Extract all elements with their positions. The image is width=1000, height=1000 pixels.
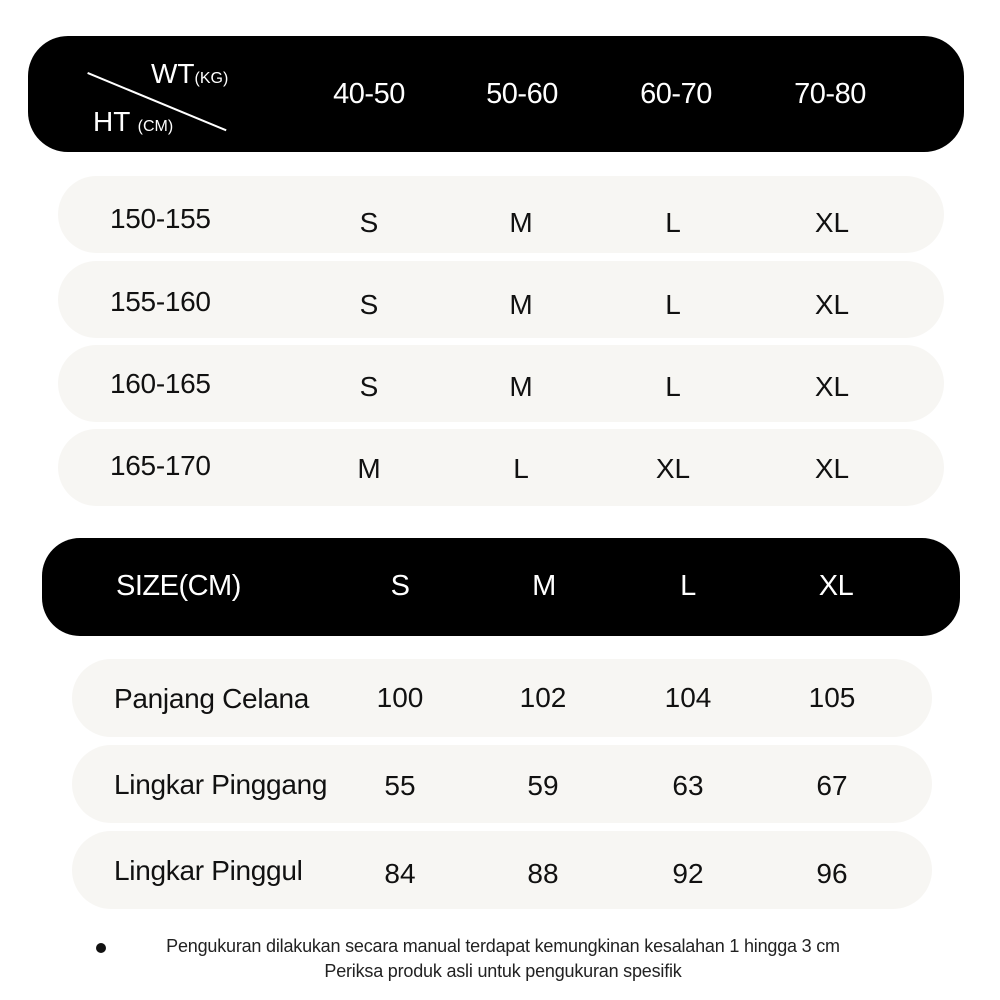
measurement-label: Panjang Celana [114,683,310,714]
size-header-label: SIZE(CM) [116,570,241,602]
footnote-line-1: Pengukuran dilakukan secara manual terdapat kemungkinan kesalahan 1 hingga 3 cm [166,936,840,956]
size-cell: L [665,289,681,320]
measurement-value: 84 [384,858,416,889]
measurement-value: 67 [816,770,848,801]
size-cell: XL [814,207,850,238]
size-cell: L [513,453,529,484]
size-cell: S [359,289,379,320]
measurement-value: 92 [672,858,704,889]
size-column-header: L [680,570,696,602]
size-cell: L [665,371,681,402]
size-cell: XL [814,289,850,320]
measurement-value: 88 [527,858,559,889]
bullet-icon [96,943,106,953]
measurement-value: 59 [527,770,559,801]
weight-range-header: 70-80 [794,78,866,110]
size-column-header: M [532,570,556,602]
size-cell: XL [655,453,691,484]
size-cell: XL [814,453,850,484]
footnote-line-2: Periksa produk asli untuk pengukuran spesifik [324,961,682,981]
measurement-value: 105 [808,682,856,713]
measurement-value: 100 [376,682,424,713]
height-range: 160-165 [110,368,211,399]
measurement-label: Lingkar Pinggang [114,769,328,800]
size-cell: S [359,207,379,238]
size-column-header: XL [818,570,854,602]
ht-label: HT (CM) [93,106,174,137]
size-cell: M [509,207,533,238]
measurement-value: 102 [519,682,567,713]
measurement-value: 96 [816,858,848,889]
size-cell: S [359,371,379,402]
measurement-value: 63 [672,770,704,801]
measurement-label: Lingkar Pinggul [114,855,303,886]
weight-range-header: 40-50 [333,78,405,110]
size-column-header: S [390,570,410,602]
size-cell: XL [814,371,850,402]
height-range: 155-160 [110,286,211,317]
size-cell: M [357,453,381,484]
height-range: 150-155 [110,203,211,234]
size-cell: M [509,289,533,320]
measurement-value: 55 [384,770,416,801]
size-cell: L [665,207,681,238]
measurement-value: 104 [664,682,712,713]
weight-range-header: 60-70 [640,78,712,110]
weight-range-header: 50-60 [486,78,558,110]
height-range: 165-170 [110,450,211,481]
size-cell: M [509,371,533,402]
wt-label: WT(KG) [151,58,229,89]
